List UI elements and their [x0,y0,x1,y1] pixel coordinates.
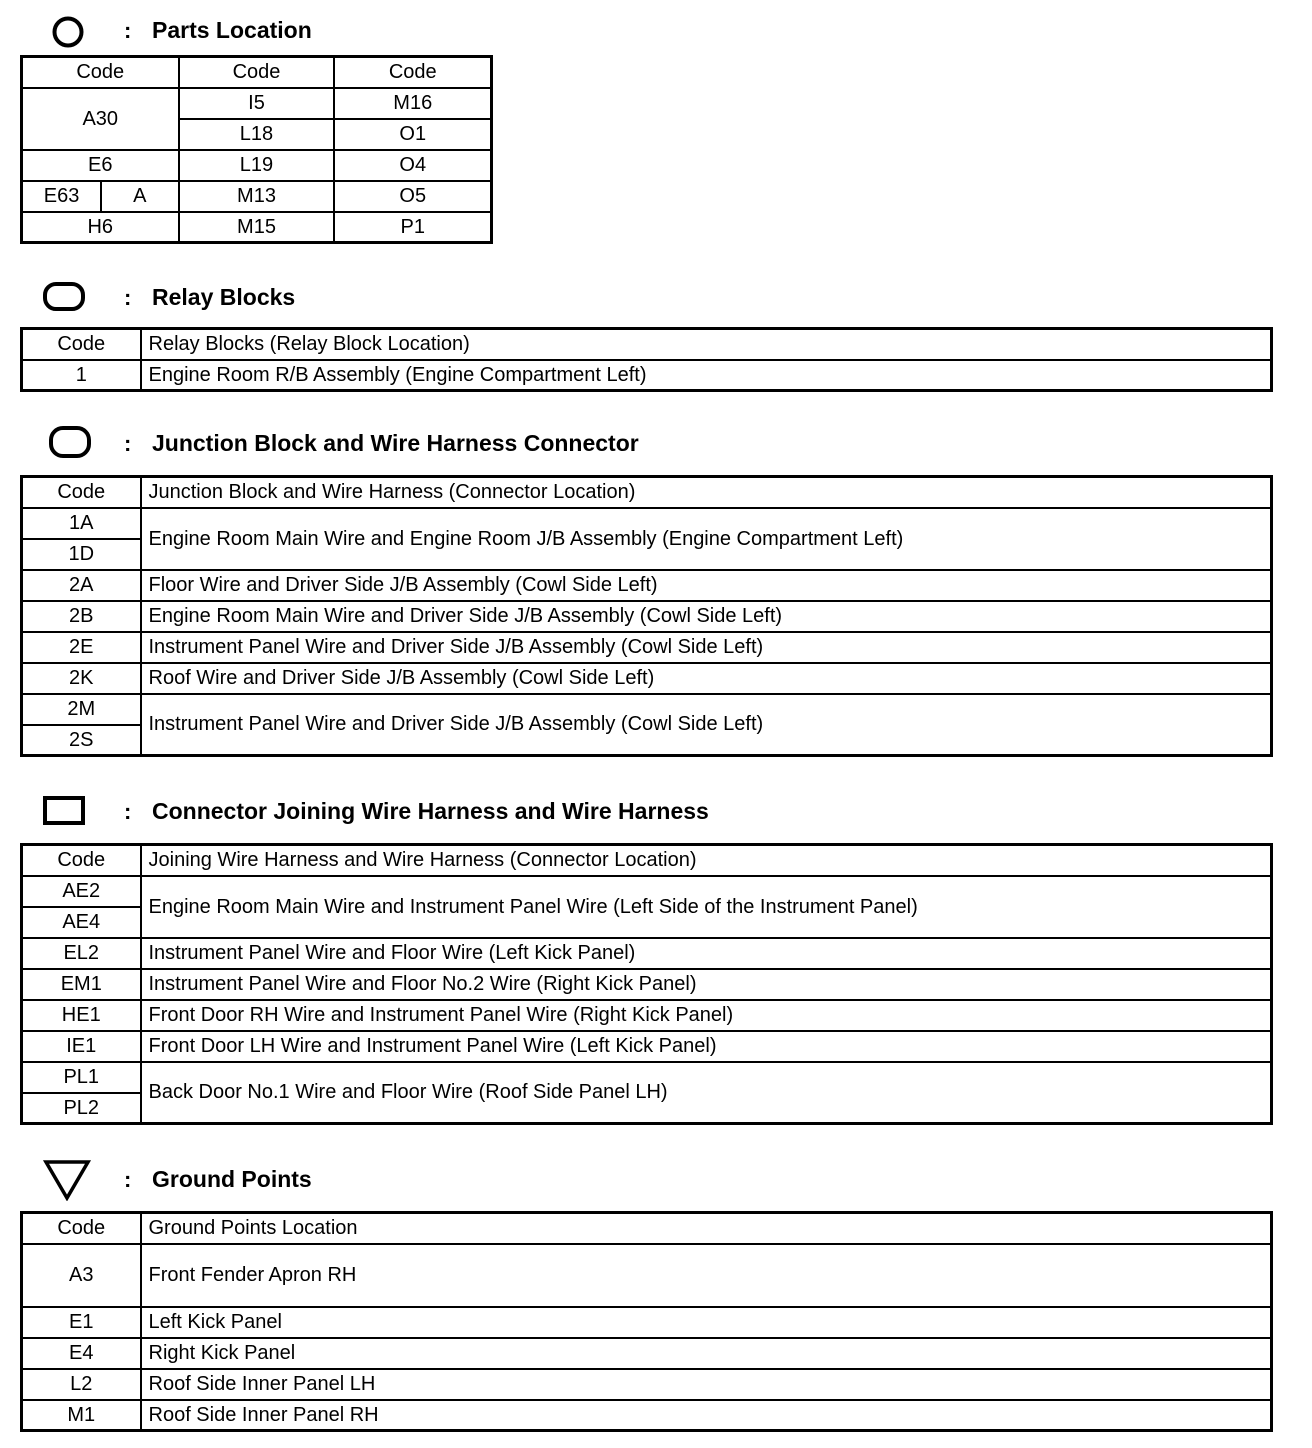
connector-joining-colon: : [124,799,132,824]
column-header-desc: Relay Blocks (Relay Block Location) [141,329,1272,360]
ground-points-colon: : [124,1167,132,1192]
code-cell: O1 [334,119,491,150]
table-header-row [22,1213,1272,1244]
column-header: Code [179,57,335,88]
desc-cell: Front Door RH Wire and Instrument Panel Wire (Right Kick Panel) [141,1000,1272,1031]
column-header-code: Code [22,845,141,876]
table-row [22,1244,1272,1307]
connector-joining-table [20,843,1273,1125]
code-cell: 2B [22,601,141,632]
connector-joining-title: Connector Joining Wire Harness and Wire Harness [152,798,709,824]
table-row [22,694,1272,725]
table-row [22,1400,1272,1431]
table-header-row [22,477,1272,508]
desc-cell: Engine Room Main Wire and Driver Side J/B Assembly (Cowl Side Left) [141,601,1272,632]
ground-points-header [0,1159,1000,1199]
parts-location-colon: : [124,18,132,43]
code-cell: H6 [22,212,179,243]
table-row [22,876,1272,907]
junction-block-table [20,475,1273,757]
code-cell: AE2 [22,876,141,907]
column-header-code: Code [22,477,141,508]
code-cell: M16 [334,88,491,119]
desc-cell: Back Door No.1 Wire and Floor Wire (Roof Side Panel LH) [141,1062,1272,1124]
relay-blocks-title: Relay Blocks [152,284,296,310]
desc-cell: Roof Wire and Driver Side J/B Assembly (Cowl Side Left) [141,663,1272,694]
code-cell: M13 [179,181,335,212]
code-cell: AE4 [22,907,141,938]
column-header-desc: Joining Wire Harness and Wire Harness (Connector Location) [141,845,1272,876]
code-cell: I5 [179,88,335,119]
relay-blocks-header [0,277,1000,317]
code-cell: M1 [22,1400,141,1431]
code-cell: 2K [22,663,141,694]
rounded-square-icon [48,425,92,461]
code-cell: L19 [179,150,335,181]
code-cell: EL2 [22,938,141,969]
desc-cell: Engine Room R/B Assembly (Engine Compartment Left) [141,360,1272,391]
table-row [22,601,1272,632]
ground-points-table [20,1211,1273,1432]
table-row [22,508,1272,539]
code-cell: 2E [22,632,141,663]
table-row [22,212,492,243]
column-header-desc: Junction Block and Wire Harness (Connector Location) [141,477,1272,508]
parts-location-table [20,55,493,244]
code-cell: PL2 [22,1093,141,1124]
table-row [22,150,492,181]
code-cell: M15 [179,212,335,243]
table-row [22,1062,1272,1093]
code-cell: A3 [22,1244,141,1307]
column-header-desc: Ground Points Location [141,1213,1272,1244]
column-header: Code [334,57,491,88]
code-cell: O4 [334,150,491,181]
table-row [22,1307,1272,1338]
relay-blocks-table [20,327,1273,392]
desc-cell: Instrument Panel Wire and Driver Side J/B Assembly (Cowl Side Left) [141,632,1272,663]
table-row [22,570,1272,601]
code-cell: 1D [22,539,141,570]
code-cell: P1 [334,212,491,243]
parts-location-header [0,10,1000,50]
code-cell: E63 [22,181,102,212]
code-cell: 1A [22,508,141,539]
table-header-row [22,329,1272,360]
square-icon [42,795,88,827]
code-cell: EM1 [22,969,141,1000]
column-header-code: Code [22,1213,141,1244]
table-row [22,1338,1272,1369]
code-cell: E4 [22,1338,141,1369]
desc-cell: Engine Room Main Wire and Instrument Panel Wire (Left Side of the Instrument Panel) [141,876,1272,938]
code-cell: E1 [22,1307,141,1338]
rounded-rectangle-icon [42,281,88,313]
code-cell: 1 [22,360,141,391]
desc-cell: Instrument Panel Wire and Floor No.2 Wire (Right Kick Panel) [141,969,1272,1000]
table-row [22,938,1272,969]
code-cell: HE1 [22,1000,141,1031]
code-cell: 2A [22,570,141,601]
code-cell: L18 [179,119,335,150]
parts-location-title: Parts Location [152,17,312,43]
code-cell: IE1 [22,1031,141,1062]
column-header: Code [22,57,179,88]
desc-cell: Floor Wire and Driver Side J/B Assembly (Cowl Side Left) [141,570,1272,601]
desc-cell: Instrument Panel Wire and Driver Side J/B Assembly (Cowl Side Left) [141,694,1272,756]
connector-joining-header [0,791,1000,831]
code-cell: 2M [22,694,141,725]
table-row [22,969,1272,1000]
desc-cell: Roof Side Inner Panel RH [141,1400,1272,1431]
desc-cell: Engine Room Main Wire and Engine Room J/B Assembly (Engine Compartment Left) [141,508,1272,570]
junction-block-header [0,423,1000,463]
code-cell: A [101,181,178,212]
table-row [22,663,1272,694]
table-row [22,632,1272,663]
circle-icon [50,14,86,50]
table-row [22,88,492,119]
desc-cell: Front Fender Apron RH [141,1244,1272,1307]
junction-block-colon: : [124,431,132,456]
desc-cell: Roof Side Inner Panel LH [141,1369,1272,1400]
code-cell: E6 [22,150,179,181]
ground-points-title: Ground Points [152,1166,312,1192]
relay-blocks-colon: : [124,285,132,310]
code-cell: O5 [334,181,491,212]
table-header-row [22,57,492,88]
desc-cell: Left Kick Panel [141,1307,1272,1338]
code-cell: A30 [22,88,179,150]
ground-triangle-icon [42,1159,92,1201]
table-row [22,1369,1272,1400]
table-row [22,1000,1272,1031]
table-row [22,181,492,212]
desc-cell: Instrument Panel Wire and Floor Wire (Left Kick Panel) [141,938,1272,969]
table-row [22,360,1272,391]
code-cell: PL1 [22,1062,141,1093]
column-header-code: Code [22,329,141,360]
table-header-row [22,845,1272,876]
junction-block-title: Junction Block and Wire Harness Connector [152,430,639,456]
desc-cell: Front Door LH Wire and Instrument Panel Wire (Left Kick Panel) [141,1031,1272,1062]
desc-cell: Right Kick Panel [141,1338,1272,1369]
code-cell: 2S [22,725,141,756]
code-cell: L2 [22,1369,141,1400]
table-row [22,1031,1272,1062]
